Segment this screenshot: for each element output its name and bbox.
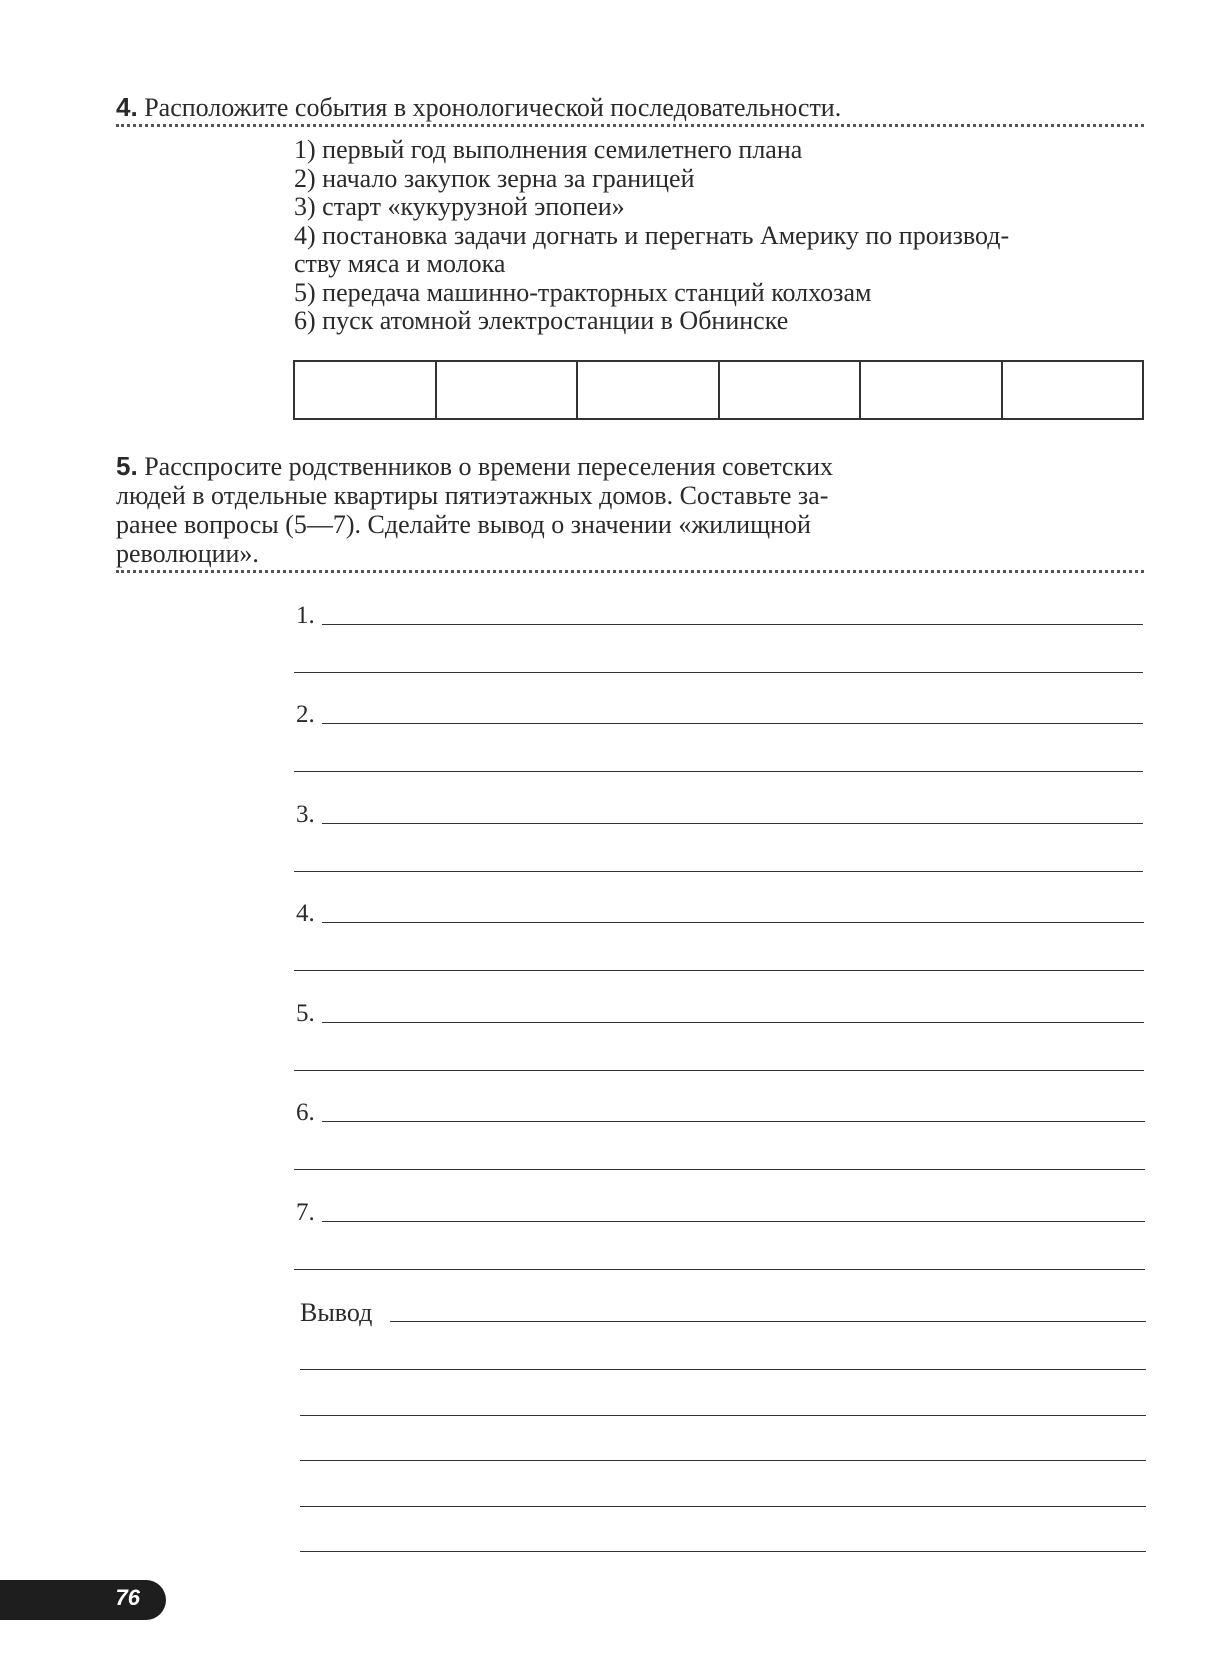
answer-line[interactable] <box>294 970 1144 971</box>
answer-cell[interactable] <box>294 361 436 419</box>
answer-line[interactable] <box>294 1169 1145 1170</box>
answer-line[interactable] <box>322 723 1143 724</box>
event-item: 3) старт «кукурузной эпопеи» <box>294 192 625 221</box>
conclusion-line[interactable] <box>300 1551 1146 1552</box>
answer-cell[interactable] <box>577 361 719 419</box>
answer-line[interactable] <box>322 823 1143 824</box>
event-item: 1) первый год выполнения семилетнего плана <box>294 135 803 164</box>
question-number: 6. <box>296 1099 315 1126</box>
answer-line[interactable] <box>294 771 1143 772</box>
event-item: ству мяса и молока <box>294 249 506 278</box>
answer-cell[interactable] <box>860 361 1002 419</box>
conclusion-line[interactable] <box>390 1321 1146 1322</box>
page-number: 76 <box>115 1585 140 1610</box>
answer-line[interactable] <box>294 1269 1145 1270</box>
event-item: 2) начало закупок зерна за границей <box>294 163 695 193</box>
answer-line[interactable] <box>322 1121 1145 1122</box>
task-5-line: Расспросите родственников о времени переселения советских <box>144 452 834 481</box>
answer-line[interactable] <box>322 922 1144 923</box>
answer-line[interactable] <box>322 624 1143 625</box>
answer-line[interactable] <box>294 1070 1144 1071</box>
answer-cell[interactable] <box>436 361 578 419</box>
answer-line[interactable] <box>294 871 1143 872</box>
answer-line[interactable] <box>322 1022 1144 1023</box>
question-number: 1. <box>296 602 315 629</box>
conclusion-line[interactable] <box>300 1369 1146 1370</box>
answer-table <box>293 360 1144 420</box>
conclusion-line[interactable] <box>300 1415 1146 1416</box>
event-item: 5) передача машинно-тракторных станций колхозам <box>294 277 872 307</box>
task-4-divider <box>116 124 1144 127</box>
conclusion-line[interactable] <box>300 1506 1146 1507</box>
page-number-tab <box>0 1580 166 1620</box>
answer-cell[interactable] <box>719 361 861 419</box>
task-5-line: людей в отдельные квартиры пятиэтажных домов. Составьте за- <box>116 481 829 510</box>
task-4-title <box>116 92 841 123</box>
answer-line[interactable] <box>322 1221 1145 1222</box>
task-4-number: 4. <box>116 92 138 122</box>
question-number: 2. <box>296 701 315 728</box>
task-5-number: 5. <box>116 451 138 481</box>
question-number: 5. <box>296 1000 315 1027</box>
answer-line[interactable] <box>294 672 1143 673</box>
event-item: 4) постановка задачи догнать и перегнать Америку по производ- <box>294 220 1010 250</box>
event-item: 6) пуск атомной электростанции в Обнинске <box>294 306 789 335</box>
task-5-line: ранее вопросы (5—7). Сделайте вывод о значении «жилищной <box>116 510 811 539</box>
question-number: 3. <box>296 801 315 828</box>
question-number: 7. <box>296 1199 315 1226</box>
task-5-divider <box>116 570 1144 573</box>
conclusion-label: Вывод <box>300 1298 373 1327</box>
question-number: 4. <box>296 900 315 927</box>
answer-cell[interactable] <box>1002 361 1144 419</box>
task-5-text <box>116 452 976 568</box>
conclusion-line[interactable] <box>300 1460 1146 1461</box>
events-list <box>294 136 1144 336</box>
task-5-line: революции». <box>116 539 259 568</box>
task-4-text: Расположите события в хронологической последовательности. <box>144 93 842 122</box>
